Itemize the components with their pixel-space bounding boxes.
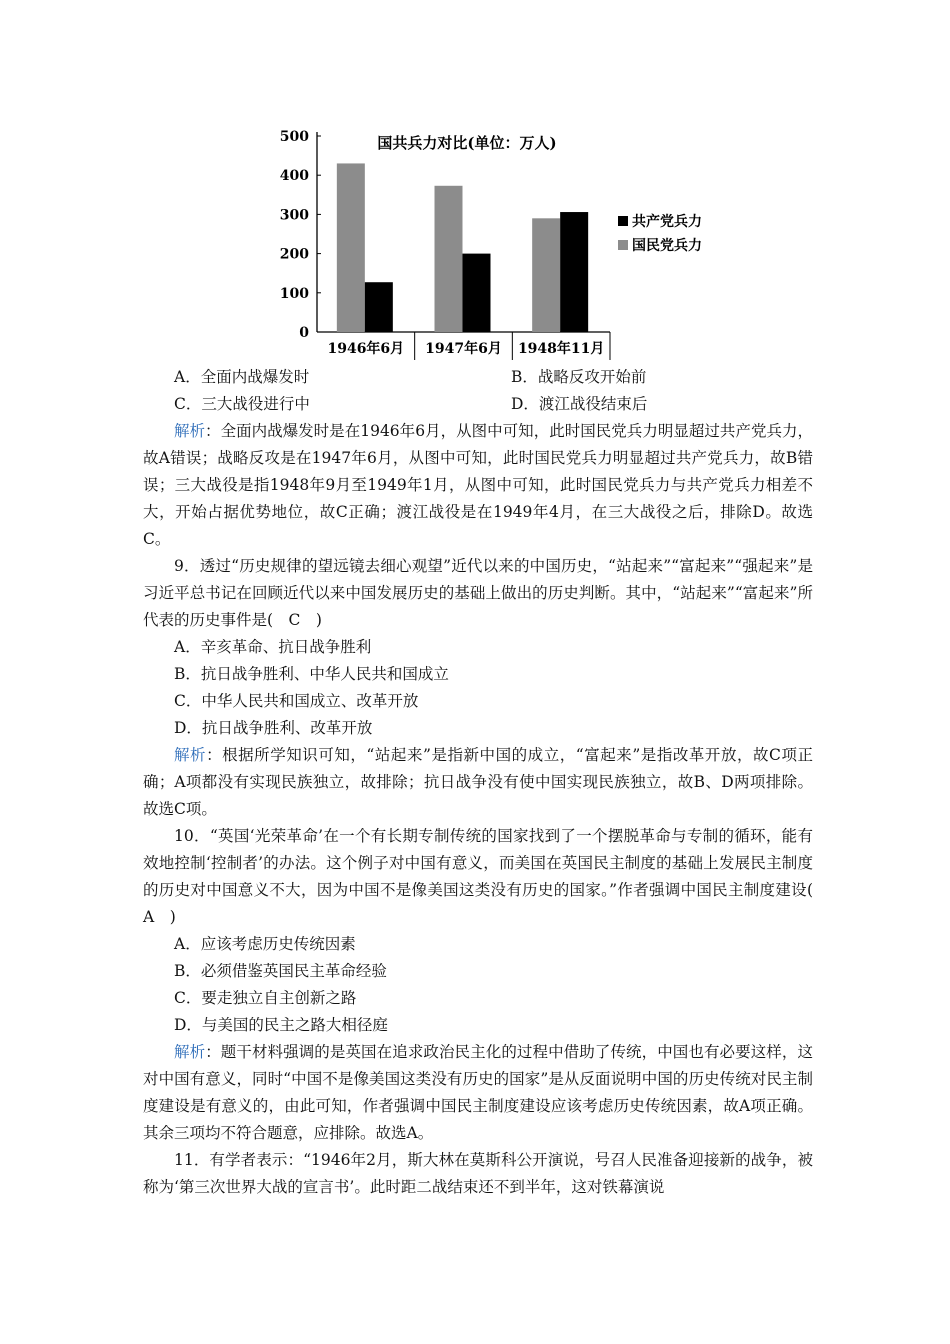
q10-option-a: A．应该考虑历史传统因素 <box>174 935 356 953</box>
y-tick-label: 0 <box>299 325 309 341</box>
q9-option-c: C．中华人民共和国成立、改革开放 <box>174 692 419 710</box>
y-tick-label: 100 <box>279 285 309 302</box>
q10-option-d: D．与美国的民主之路大相径庭 <box>174 1016 388 1034</box>
legend-swatch <box>618 216 628 226</box>
answer-text <box>143 364 829 1201</box>
bar-kmt-3 <box>532 218 560 332</box>
q9-option-b: B．抗日战争胜利、中华人民共和国成立 <box>174 665 449 683</box>
y-tick-label: 400 <box>279 168 309 185</box>
y-tick-label: 200 <box>279 246 309 263</box>
troop-comparison-chart <box>270 118 710 363</box>
q8-option-a: A．全面内战爆发时 <box>174 368 310 386</box>
q11-stem: 11．有学者表示：“1946年2月，斯大林在莫斯科公开演说，号召人民准备迎接新的战争，被称为‘第三次世界大战的宣言书’。此时距二战结束还不到半年，这对铁幕演说 <box>143 1151 813 1196</box>
q8-analysis <box>143 418 813 553</box>
q8-options-row2 <box>143 391 813 418</box>
legend-swatch <box>618 240 628 250</box>
y-tick-label: 300 <box>279 207 309 224</box>
analysis-label: 解析 <box>174 422 206 440</box>
bar-ccp-3 <box>560 212 588 332</box>
chart-title: 国共兵力对比(单位：万人) <box>377 134 557 152</box>
x-category-label: 1946年6月 <box>327 341 405 357</box>
analysis-label: 解析 <box>174 1043 206 1061</box>
bar-ccp-2 <box>463 254 491 332</box>
x-category-label: 1947年6月 <box>425 341 502 357</box>
legend-label: 共产党兵力 <box>632 214 702 230</box>
q10-option-c: C．要走独立自主创新之路 <box>174 989 357 1007</box>
q9-stem: 9．透过“历史规律的望远镜去细心观望”近代以来的中国历史，“站起来”“富起来”“强起来”是习近平总书记在回顾近代以来中国发展历史的基础上做出的历史判断。其中，“站起来”“富起来”所代表的历史事件是( C ) <box>143 557 813 629</box>
q8-option-c: C．三大战役进行中 <box>174 395 310 413</box>
q10-option-b: B．必须借鉴英国民主革命经验 <box>174 962 387 980</box>
q8-options-row1 <box>143 364 813 391</box>
bar-kmt-1 <box>337 163 365 332</box>
x-category-label: 1948年11月 <box>517 341 605 357</box>
q10-analysis <box>143 1039 813 1147</box>
y-tick-label: 500 <box>279 129 309 145</box>
q8-analysis-text: ：全面内战爆发时是在1946年6月，从图中可知，此时国民党兵力明显超过共产党兵力，故A错误；战略反攻是在1947年6月，从图中可知，此时国民党兵力明显超过共产党兵力，故B错误；三大战役是指1948年9月至1949年1月，从图中可知，此时国民党兵力与共产党兵力相差不大，开始占据优势地位，故C正确；渡江战役是在1949年4月，在三大战役之后，排除D。故选C。 <box>143 422 813 548</box>
q9-analysis-text: ：根据所学知识可知，“站起来”是指新中国的成立，“富起来”是指改革开放，故C项正确；A项都没有实现民族独立，故排除；抗日战争没有使中国实现民族独立，故B、D两项排除。故选C项。 <box>143 746 813 818</box>
q8-option-d: D．渡江战役结束后 <box>511 395 648 413</box>
q10-analysis-text: ：题干材料强调的是英国在追求政治民主化的过程中借助了传统，中国也有必要这样，这对中国有意义，同时“中国不是像美国这类没有历史的国家”是从反面说明中国的历史传统对民主制度建设是有意义的，由此可知，作者强调中国民主制度建设应该考虑历史传统因素，故A项正确。其余三项均不符合题意，应排除。故选A。 <box>143 1043 813 1142</box>
bar-ccp-1 <box>365 282 393 332</box>
legend-label: 国民党兵力 <box>632 238 702 254</box>
analysis-label: 解析 <box>174 746 207 764</box>
q9-option-d: D．抗日战争胜利、改革开放 <box>174 719 373 737</box>
q8-option-b: B．战略反攻开始前 <box>511 368 647 386</box>
q10-stem: 10．“英国‘光荣革命’在一个有长期专制传统的国家找到了一个摆脱革命与专制的循环，能有效地控制‘控制者’的办法。这个例子对中国有意义，而美国在英国民主制度的基础上发展民主制度的历史对中国意义不大，因为中国不是像美国这类没有历史的国家。”作者强调中国民主制度建设( A ) <box>143 827 829 926</box>
bar-kmt-2 <box>435 186 463 332</box>
q9-analysis <box>143 742 813 823</box>
q9-option-a: A．辛亥革命、抗日战争胜利 <box>174 638 372 656</box>
